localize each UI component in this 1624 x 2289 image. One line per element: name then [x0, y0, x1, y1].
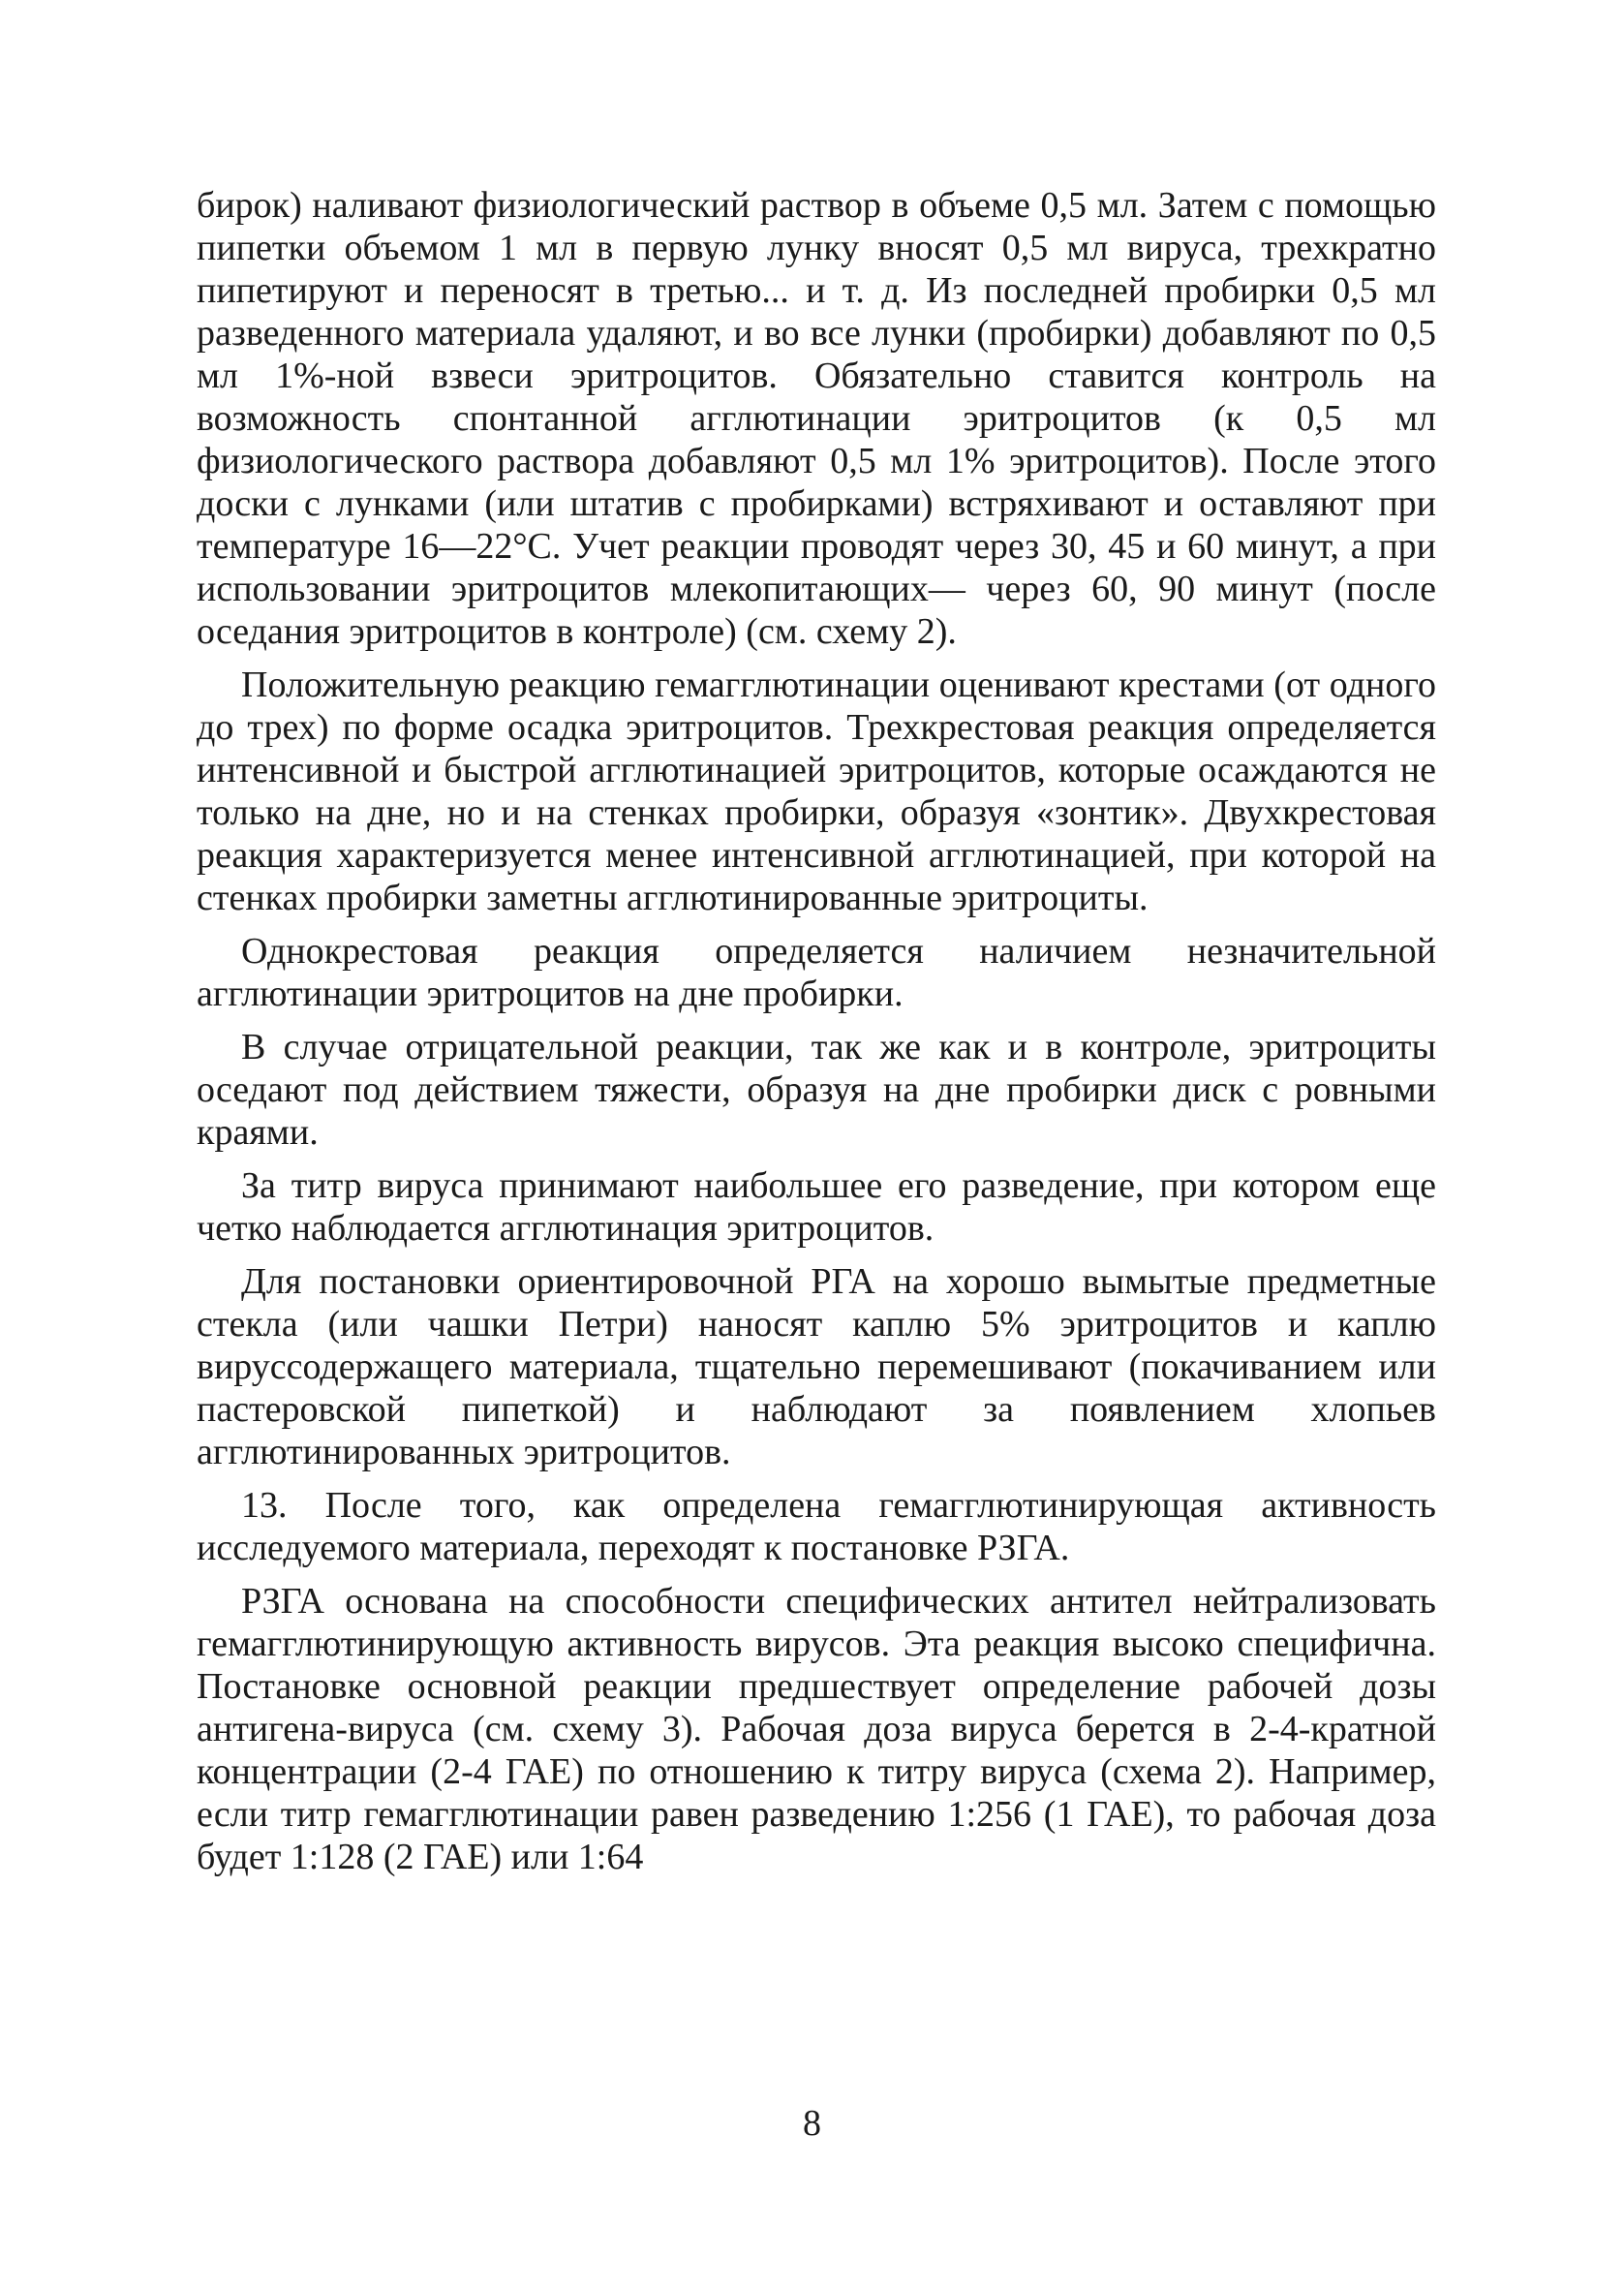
paragraph-one-cross-reaction: Однокрестовая реакция определяется наличием незначительной агглютинации эритроцитов на дне пробирки.	[197, 931, 1436, 1014]
paragraph-preliminary-rga: Для постановки ориентировочной РГА на хорошо вымытые предметные стекла (или чашки Петри) наносят каплю 5% эритроцитов и каплю вируссодержащего материала, тщательно перемешивают (покачиванием или пастеровской пипеткой) и наблюдают за появлением хлопьев агглютинированных эритроцитов.	[197, 1261, 1436, 1472]
paragraph-virus-titer: За титр вируса принимают наибольшее его разведение, при котором еще четко наблюдается агглютинация эритроцитов.	[197, 1165, 1436, 1249]
body-text	[197, 184, 1436, 1878]
page-number: 8	[803, 2103, 821, 2144]
paragraph-negative-reaction: В случае отрицательной реакции, так же как и в контроле, эритроциты оседают под действием тяжести, образуя на дне пробирки диск с ровными краями.	[197, 1027, 1436, 1153]
paragraph-continuation: бирок) наливают физиологический раствор в объеме 0,5 мл. Затем с помощью пипетки объемом 1 мл в первую лунку вносят 0,5 мл вируса, трехкратно пипетируют и переносят в третью... и т. д. Из последней пробирки 0,5 мл разведенного материала удаляют, и во все лунки (пробирки) добавляют по 0,5 мл 1%-ной взвеси эритроцитов. Обязательно ставится контроль на возможность спонтанной агглютинации эритроцитов (к 0,5 мл физиологического раствора добавляют 0,5 мл 1% эритроцитов). После этого доски с лунками (или штатив с пробирками) встряхивают и оставляют при температуре 16—22°С. Учет реакции проводят через 30, 45 и 60 минут, а при использовании эритроцитов млекопитающих— через 60, 90 минут (после оседания эритроцитов в контроле) (см. схему 2).	[197, 185, 1436, 652]
paragraph-item-13: 13. После того, как определена гемагглютинирующая активность исследуемого материала, переходят к постановке РЗГА.	[197, 1485, 1436, 1568]
paragraph-positive-reaction: Положительную реакцию гемагглютинации оценивают крестами (от одного до трех) по форме осадка эритроцитов. Трехкрестовая реакция определяется интенсивной и быстрой агглютинацией эритроцитов, которые осаждаются не только на дне, но и на стенках пробирки, образуя «зонтик». Двухкрестовая реакция характеризуется менее интенсивной агглютинацией, при которой на стенках пробирки заметны агглютинированные эритроциты.	[197, 665, 1436, 918]
paragraph-rzga: РЗГА основана на способности специфических антител нейтрализовать гемагглютинирующую активность вирусов. Эта реакция высоко специфична. Постановке основной реакции предшествует определение рабочей дозы антигена-вируса (см. схему 3). Рабочая доза вируса берется в 2-4-кратной концентрации (2-4 ГАЕ) по отношению к титру вируса (схема 2). Например, если титр гемагглютинации равен разведению 1:256 (1 ГАЕ), то рабочая доза будет 1:128 (2 ГАЕ) или 1:64	[197, 1581, 1436, 1877]
